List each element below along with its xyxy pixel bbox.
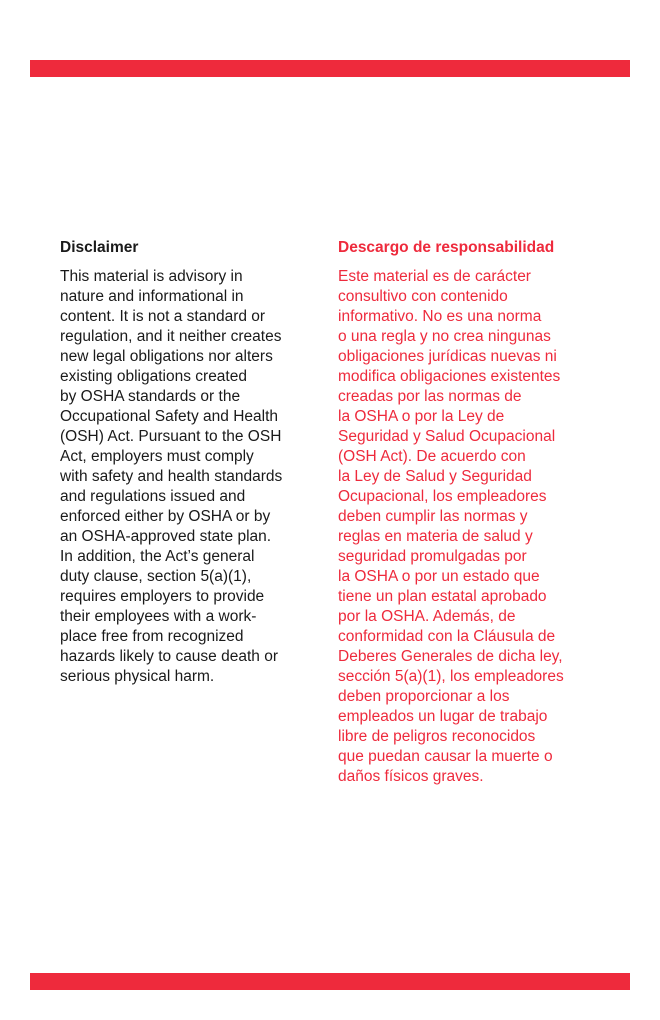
text-line: que puedan causar la muerte o: [338, 748, 553, 765]
disclaimer-heading-english: Disclaimer: [60, 239, 139, 256]
text-line: o una regla y no crea ningunas: [338, 328, 551, 345]
text-line: por la OSHA. Además, de: [338, 608, 516, 625]
text-line: regulation, and it neither creates: [60, 328, 282, 345]
text-line: (OSH) Act. Pursuant to the OSH: [60, 428, 282, 445]
text-line: existing obligations created: [60, 368, 247, 385]
text-line: and regulations issued and: [60, 488, 246, 505]
text-line: obligaciones jurídicas nuevas ni: [338, 348, 557, 365]
text-line: nature and informational in: [60, 288, 244, 305]
text-line: new legal obligations nor alters: [60, 348, 273, 365]
text-line: consultivo con contenido: [338, 288, 508, 305]
text-line: In addition, the Act’s general: [60, 548, 255, 565]
text-line: hazards likely to cause death or: [60, 648, 278, 665]
disclaimer-spanish: [338, 238, 610, 787]
disclaimer-body-english: [60, 267, 328, 687]
text-line: an OSHA-approved state plan.: [60, 528, 272, 545]
text-line: Act, employers must comply: [60, 448, 254, 465]
text-line: Este material es de carácter: [338, 268, 531, 285]
text-line: reglas en materia de salud y: [338, 528, 533, 545]
disclaimer-body-spanish: [338, 267, 610, 787]
text-line: with safety and health standards: [60, 468, 283, 485]
text-line: deben proporcionar a los: [338, 688, 510, 705]
text-line: requires employers to provide: [60, 588, 265, 605]
top-accent-bar: [30, 60, 630, 77]
text-line: This material is advisory in: [60, 268, 243, 285]
disclaimer-heading-spanish: Descargo de responsabilidad: [338, 239, 555, 256]
text-line: Seguridad y Salud Ocupacional: [338, 428, 556, 445]
text-line: modifica obligaciones existentes: [338, 368, 561, 385]
text-line: creadas por las normas de: [338, 388, 522, 405]
text-line: daños físicos graves.: [338, 768, 484, 785]
text-line: la Ley de Salud y Seguridad: [338, 468, 532, 485]
text-line: duty clause, section 5(a)(1),: [60, 568, 252, 585]
text-line: serious physical harm.: [60, 668, 215, 685]
text-line: Occupational Safety and Health: [60, 408, 278, 425]
text-line: seguridad promulgadas por: [338, 548, 527, 565]
text-line: content. It is not a standard or: [60, 308, 266, 325]
text-line: (OSH Act). De acuerdo con: [338, 448, 526, 465]
bottom-accent-bar: [30, 973, 630, 990]
text-line: informativo. No es una norma: [338, 308, 542, 325]
text-line: tiene un plan estatal aprobado: [338, 588, 547, 605]
text-line: deben cumplir las normas y: [338, 508, 528, 525]
text-line: libre de peligros reconocidos: [338, 728, 536, 745]
text-line: Deberes Generales de dicha ley,: [338, 648, 563, 665]
text-line: la OSHA o por la Ley de: [338, 408, 505, 425]
text-line: their employees with a work-: [60, 608, 257, 625]
text-line: conformidad con la Cláusula de: [338, 628, 556, 645]
text-line: by OSHA standards or the: [60, 388, 241, 405]
text-line: la OSHA o por un estado que: [338, 568, 540, 585]
text-line: sección 5(a)(1), los empleadores: [338, 668, 564, 685]
text-line: Ocupacional, los empleadores: [338, 488, 547, 505]
disclaimer-english: [60, 238, 328, 687]
text-line: enforced either by OSHA or by: [60, 508, 271, 525]
text-line: empleados un lugar de trabajo: [338, 708, 548, 725]
text-line: place free from recognized: [60, 628, 244, 645]
